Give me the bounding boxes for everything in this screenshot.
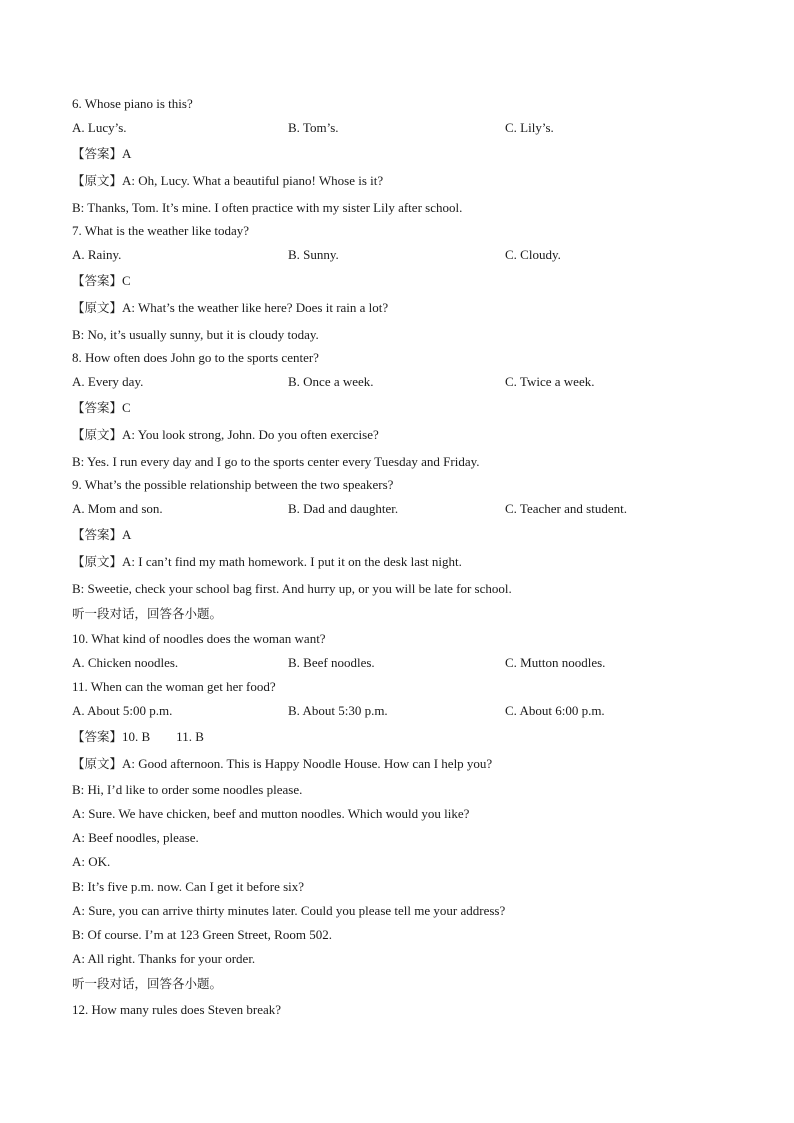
transcript-tag: 【原文】 bbox=[72, 756, 123, 771]
transcript-text: A: You look strong, John. Do you often exercise? bbox=[122, 427, 379, 442]
answer-value: A bbox=[122, 527, 132, 542]
question-10: 10. What kind of noodles does the woman want? bbox=[72, 631, 326, 646]
option-a: A. About 5:00 p.m. bbox=[72, 703, 173, 718]
option-b: B. Beef noodles. bbox=[288, 655, 375, 670]
transcript-continuation: A: Sure. We have chicken, beef and mutton noodles. Which would you like? bbox=[72, 806, 470, 821]
transcript-continuation: A: OK. bbox=[72, 854, 111, 869]
transcript-continuation: B: Yes. I run every day and I go to the sports center every Tuesday and Friday. bbox=[72, 454, 480, 469]
transcript-text: A: What’s the weather like here? Does it rain a lot? bbox=[122, 300, 389, 315]
transcript-line bbox=[72, 756, 492, 772]
answer-value: A bbox=[122, 146, 132, 161]
answer-line bbox=[72, 527, 131, 543]
transcript-line bbox=[72, 427, 379, 443]
answer-tag: 【答案】 bbox=[72, 400, 123, 415]
question-6: 6. Whose piano is this? bbox=[72, 96, 193, 111]
transcript-text: A: I can’t find my math homework. I put it on the desk last night. bbox=[122, 554, 462, 569]
transcript-text: A: Oh, Lucy. What a beautiful piano! Whose is it? bbox=[122, 173, 384, 188]
option-c: C. Lily’s. bbox=[505, 120, 554, 135]
answer-value: C bbox=[122, 400, 131, 415]
transcript-line bbox=[72, 554, 462, 570]
option-b: B. Dad and daughter. bbox=[288, 501, 399, 516]
option-b: B. Once a week. bbox=[288, 374, 374, 389]
answer-tag: 【答案】 bbox=[72, 146, 123, 161]
option-b: B. Sunny. bbox=[288, 247, 339, 262]
transcript-continuation: A: All right. Thanks for your order. bbox=[72, 951, 256, 966]
answer-value: C bbox=[122, 273, 131, 288]
option-c: C. Mutton noodles. bbox=[505, 655, 606, 670]
transcript-continuation: B: It’s five p.m. now. Can I get it before six? bbox=[72, 879, 305, 894]
answer-line bbox=[72, 400, 131, 416]
transcript-tag: 【原文】 bbox=[72, 173, 123, 188]
transcript-continuation: A: Sure, you can arrive thirty minutes later. Could you please tell me your address? bbox=[72, 903, 506, 918]
option-b: B. Tom’s. bbox=[288, 120, 339, 135]
option-c: C. Teacher and student. bbox=[505, 501, 627, 516]
transcript-tag: 【原文】 bbox=[72, 554, 123, 569]
option-c: C. Cloudy. bbox=[505, 247, 561, 262]
question-11: 11. When can the woman get her food? bbox=[72, 679, 276, 694]
transcript-continuation: B: Hi, I’d like to order some noodles please. bbox=[72, 782, 303, 797]
transcript-continuation: A: Beef noodles, please. bbox=[72, 830, 199, 845]
question-8: 8. How often does John go to the sports center? bbox=[72, 350, 319, 365]
transcript-continuation: B: No, it’s usually sunny, but it is cloudy today. bbox=[72, 327, 319, 342]
option-a: A. Chicken noodles. bbox=[72, 655, 179, 670]
answer-value: 10. B 11. B bbox=[122, 729, 204, 744]
option-a: A. Lucy’s. bbox=[72, 120, 127, 135]
section-instruction: 听一段对话，回答各小题。 bbox=[72, 606, 223, 621]
question-9: 9. What’s the possible relationship between the two speakers? bbox=[72, 477, 394, 492]
option-c: C. About 6:00 p.m. bbox=[505, 703, 605, 718]
option-a: A. Every day. bbox=[72, 374, 144, 389]
option-c: C. Twice a week. bbox=[505, 374, 595, 389]
answer-tag: 【答案】 bbox=[72, 273, 123, 288]
answer-line bbox=[72, 729, 204, 745]
transcript-tag: 【原文】 bbox=[72, 300, 123, 315]
answer-tag: 【答案】 bbox=[72, 527, 123, 542]
transcript-tag: 【原文】 bbox=[72, 427, 123, 442]
answer-line bbox=[72, 273, 131, 289]
transcript-continuation: B: Of course. I’m at 123 Green Street, Room 502. bbox=[72, 927, 332, 942]
transcript-continuation: B: Sweetie, check your school bag first. And hurry up, or you will be late for school. bbox=[72, 581, 512, 596]
option-a: A. Rainy. bbox=[72, 247, 122, 262]
option-b: B. About 5:30 p.m. bbox=[288, 703, 388, 718]
question-7: 7. What is the weather like today? bbox=[72, 223, 250, 238]
transcript-line bbox=[72, 173, 383, 189]
question-12: 12. How many rules does Steven break? bbox=[72, 1002, 282, 1017]
transcript-text: A: Good afternoon. This is Happy Noodle House. How can I help you? bbox=[122, 756, 493, 771]
transcript-line bbox=[72, 300, 388, 316]
answer-line bbox=[72, 146, 131, 162]
answer-tag: 【答案】 bbox=[72, 729, 123, 744]
section-instruction: 听一段对话，回答各小题。 bbox=[72, 976, 223, 991]
option-a: A. Mom and son. bbox=[72, 501, 163, 516]
transcript-continuation: B: Thanks, Tom. It’s mine. I often practice with my sister Lily after school. bbox=[72, 200, 463, 215]
